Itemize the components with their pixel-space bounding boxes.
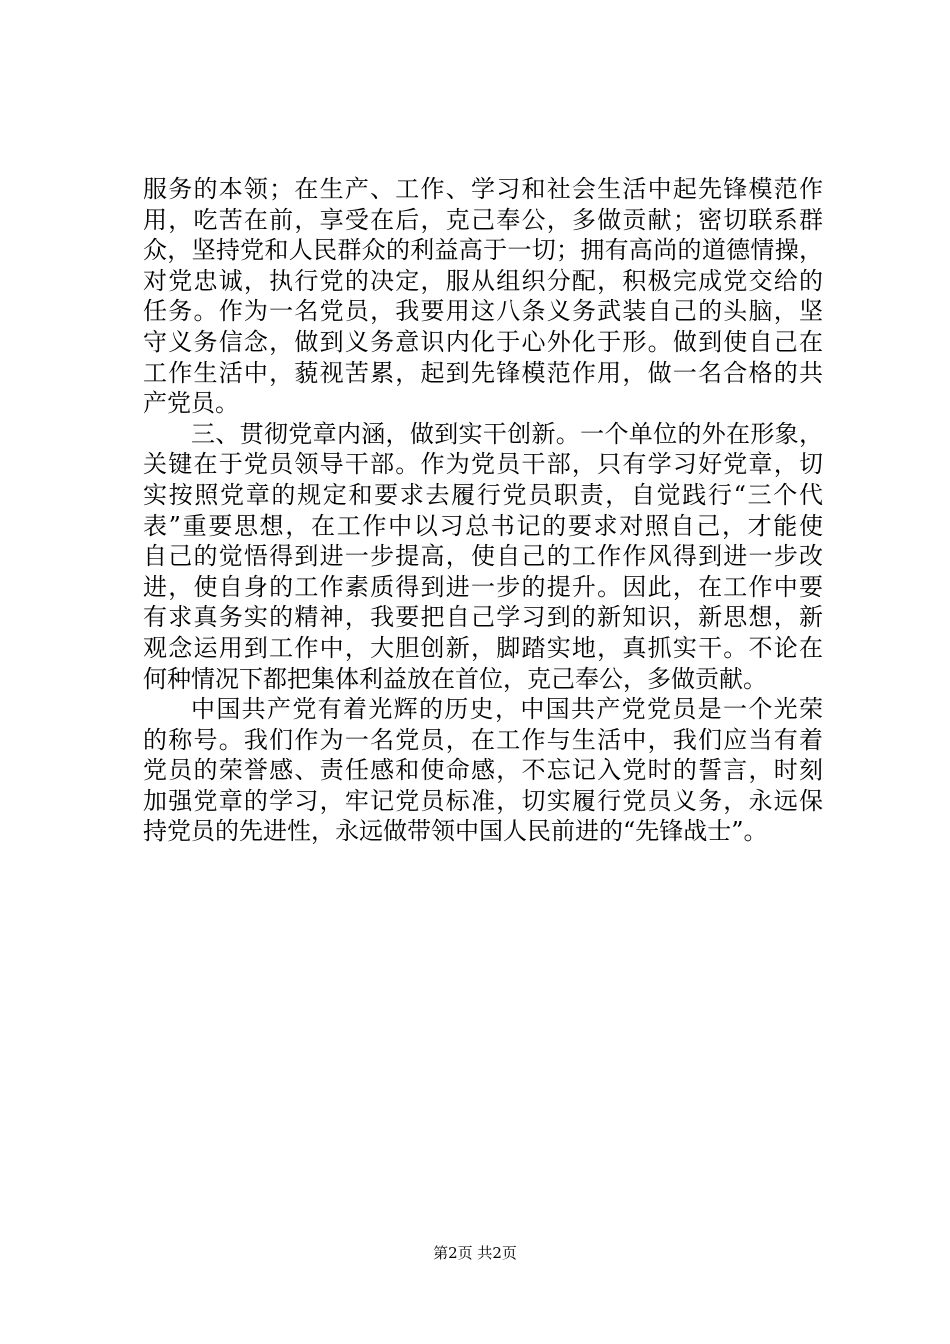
text-line: 加强党章的学习，牢记党员标准，切实履行党员义务，永远保 [143, 786, 823, 815]
text-line: 实按照党章的规定和要求去履行党员职责，自觉践行“三个代 [143, 480, 823, 509]
text-line: 进，使自身的工作素质得到进一步的提升。因此，在工作中要 [143, 572, 823, 601]
text-line: 的称号。我们作为一名党员，在工作与生活中，我们应当有着 [143, 725, 823, 754]
text-line: 产党员。 [143, 389, 239, 418]
text-line: 对党忠诚，执行党的决定，服从组织分配，积极完成党交给的 [143, 266, 823, 295]
text-line: 何种情况下都把集体利益放在首位，克己奉公，多做贡献。 [143, 664, 767, 693]
text-line: 任务。作为一名党员，我要用这八条义务武装自己的头脑，坚 [143, 297, 823, 326]
paragraph-start-line: 中国共产党有着光辉的历史，中国共产党党员是一个光荣 [191, 695, 823, 724]
text-line: 自己的觉悟得到进一步提高，使自己的工作作风得到进一步改 [143, 542, 823, 571]
text-line: 守义务信念，做到义务意识内化于心外化于形。做到使自己在 [143, 327, 823, 356]
text-line: 工作生活中，藐视苦累，起到先锋模范作用，做一名合格的共 [143, 358, 823, 387]
body-text [143, 174, 823, 847]
text-line: 观念运用到工作中，大胆创新，脚踏实地，真抓实干。不论在 [143, 633, 823, 662]
text-line: 服务的本领；在生产、工作、学习和社会生活中起先锋模范作 [143, 175, 823, 203]
text-line: 党员的荣誉感、责任感和使命感，不忘记入党时的誓言，时刻 [143, 756, 823, 785]
text-line: 用，吃苦在前，享受在后，克己奉公，多做贡献；密切联系群 [143, 205, 823, 234]
text-line: 表”重要思想，在工作中以习总书记的要求对照自己，才能使 [143, 511, 823, 540]
text-line: 关键在于党员领导干部。作为党员干部，只有学习好党章，切 [143, 450, 823, 479]
text-line: 众，坚持党和人民群众的利益高于一切；拥有高尚的道德情操， [143, 236, 823, 265]
page-footer: 第2页 共2页 [433, 1244, 517, 1262]
paragraph-start-line: 三、贯彻党章内涵，做到实干创新。一个单位的外在形象， [191, 419, 823, 448]
text-line: 持党员的先进性，永远做带领中国人民前进的“先锋战士”。 [143, 817, 768, 846]
text-line: 有求真务实的精神，我要把自己学习到的新知识，新思想，新 [143, 603, 823, 632]
